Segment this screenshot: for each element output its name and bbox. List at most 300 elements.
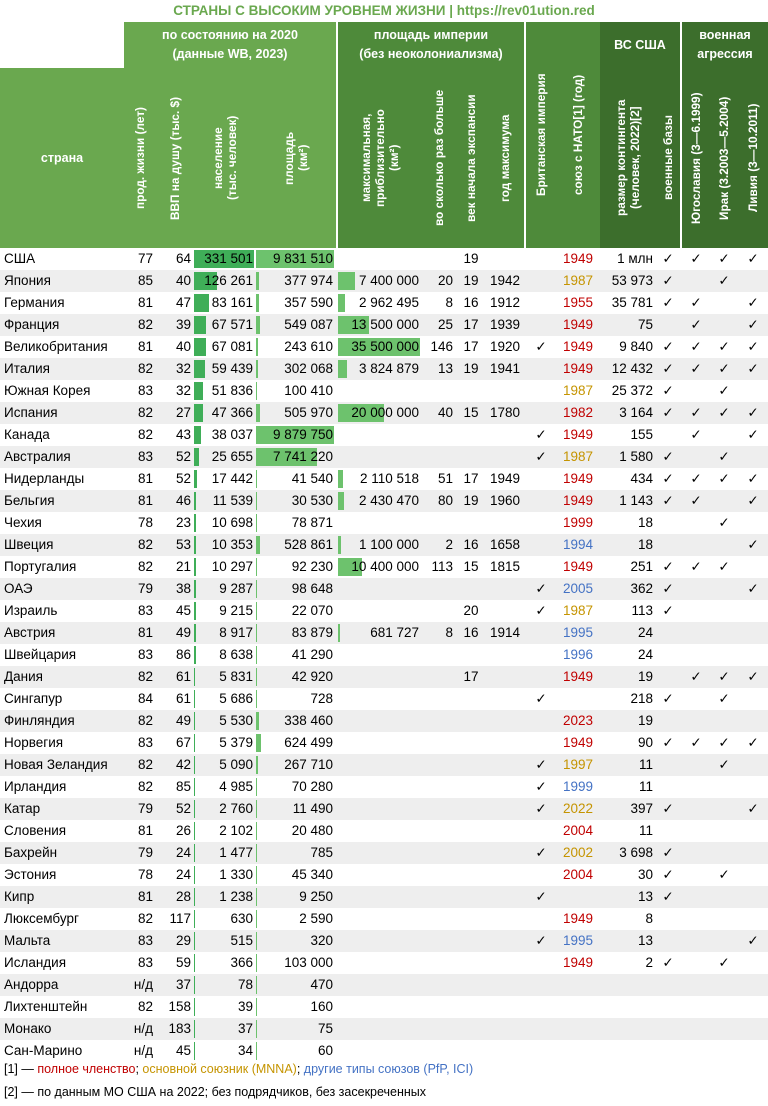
cell-libya — [738, 578, 768, 600]
cell-max — [338, 908, 422, 930]
cell-text-area: 41 540 — [291, 471, 333, 486]
cell-century — [456, 974, 486, 996]
cell-libya — [738, 864, 768, 886]
cell-year — [486, 314, 524, 336]
cell-century — [456, 886, 486, 908]
cell-text-nato: 1949 — [562, 427, 594, 442]
data-bar-pop — [194, 382, 203, 400]
cell-brit — [526, 886, 556, 908]
cell-century — [456, 380, 486, 402]
cell-yug — [682, 996, 710, 1018]
cell-bases — [656, 1040, 680, 1062]
cell-yug — [682, 666, 710, 688]
data-bar-area — [256, 778, 257, 796]
table-row — [0, 754, 768, 776]
cell-text-pop: 9 287 — [219, 581, 253, 596]
cell-troops — [600, 424, 656, 446]
column-header-life: прод. жизни (лет) — [124, 68, 156, 248]
cell-nato — [556, 446, 600, 468]
cell-year — [486, 864, 524, 886]
cell-text-area: 160 — [310, 999, 333, 1014]
cell-area — [256, 754, 336, 776]
cell-bases — [656, 820, 680, 842]
cell-libya — [738, 776, 768, 798]
cell-text-gdp: 183 — [168, 1021, 191, 1036]
cell-pop — [194, 358, 256, 380]
cell-libya — [738, 336, 768, 358]
cell-gdp — [156, 644, 194, 666]
cell-year — [486, 292, 524, 314]
cell-pop — [194, 820, 256, 842]
cell-text-area: 338 460 — [284, 713, 333, 728]
cell-area — [256, 402, 336, 424]
cell-max — [338, 600, 422, 622]
cell-area — [256, 842, 336, 864]
cell-gdp — [156, 468, 194, 490]
check-icon: ✓ — [662, 295, 674, 310]
cell-century — [456, 248, 486, 270]
check-icon: ✓ — [747, 295, 759, 310]
cell-yug — [682, 930, 710, 952]
cell-text-gdp: 27 — [175, 405, 191, 420]
table-row — [0, 336, 768, 358]
check-icon: ✓ — [662, 581, 674, 596]
cell-yug — [682, 952, 710, 974]
cell-gdp — [156, 732, 194, 754]
check-icon: ✓ — [718, 383, 730, 398]
cell-libya — [738, 1040, 768, 1062]
cell-pop — [194, 710, 256, 732]
cell-century — [456, 314, 486, 336]
cell-life — [124, 468, 156, 490]
footnotes — [4, 1058, 473, 1104]
cell-max — [338, 688, 422, 710]
cell-libya — [738, 314, 768, 336]
cell-troops — [600, 952, 656, 974]
cell-times — [422, 380, 456, 402]
cell-troops — [600, 754, 656, 776]
cell-text-max: 2 430 470 — [358, 493, 419, 508]
cell-libya — [738, 798, 768, 820]
cell-yug — [682, 358, 710, 380]
cell-life — [124, 292, 156, 314]
cell-brit — [526, 820, 556, 842]
check-icon: ✓ — [690, 361, 702, 376]
data-bar-pop — [194, 470, 197, 488]
cell-bases — [656, 402, 680, 424]
check-icon: ✓ — [535, 603, 547, 618]
cell-iraq — [710, 710, 738, 732]
cell-text-life: 84 — [137, 691, 153, 706]
table-header — [0, 22, 768, 248]
cell-text-life: 82 — [137, 713, 153, 728]
check-icon: ✓ — [747, 735, 759, 750]
cell-life — [124, 996, 156, 1018]
cell-troops — [600, 732, 656, 754]
cell-iraq — [710, 688, 738, 710]
cell-area — [256, 380, 336, 402]
cell-text-pop: 67 571 — [211, 317, 253, 332]
cell-life — [124, 424, 156, 446]
data-bar-pop — [194, 514, 196, 532]
cell-brit — [526, 402, 556, 424]
cell-troops — [600, 270, 656, 292]
cell-text-gdp: 61 — [175, 669, 191, 684]
cell-nato — [556, 732, 600, 754]
cell-country: Германия — [4, 295, 65, 310]
cell-gdp — [156, 248, 194, 270]
cell-text-area: 22 070 — [291, 603, 333, 618]
cell-libya — [738, 512, 768, 534]
cell-text-area: 2 590 — [299, 911, 333, 926]
cell-nato — [556, 534, 600, 556]
cell-max — [338, 776, 422, 798]
cell-max — [338, 842, 422, 864]
check-icon: ✓ — [535, 845, 547, 860]
table-row — [0, 402, 768, 424]
cell-max — [338, 886, 422, 908]
data-bar-area — [256, 712, 259, 730]
cell-gdp — [156, 1018, 194, 1040]
cell-text-pop: 5 090 — [219, 757, 253, 772]
cell-troops — [600, 446, 656, 468]
cell-text-life: 82 — [137, 361, 153, 376]
cell-max — [338, 974, 422, 996]
cell-max — [338, 710, 422, 732]
cell-times — [422, 512, 456, 534]
cell-yug — [682, 886, 710, 908]
cell-text-max: 13 500 000 — [351, 317, 419, 332]
cell-yug — [682, 490, 710, 512]
cell-text-life: 78 — [137, 867, 153, 882]
cell-times — [422, 600, 456, 622]
cell-max — [338, 864, 422, 886]
cell-year — [486, 952, 524, 974]
cell-text-year: 1658 — [489, 537, 521, 552]
cell-iraq — [710, 754, 738, 776]
cell-yug — [682, 644, 710, 666]
cell-libya — [738, 820, 768, 842]
cell-bases — [656, 248, 680, 270]
data-bar-pop — [194, 536, 196, 554]
cell-text-gdp: 45 — [175, 1043, 191, 1058]
cell-bases — [656, 666, 680, 688]
data-bar-area — [256, 602, 257, 620]
cell-life — [124, 358, 156, 380]
cell-text-nato: 1994 — [562, 537, 594, 552]
table-body — [0, 248, 768, 1062]
cell-text-century: 19 — [463, 361, 479, 376]
cell-times — [422, 732, 456, 754]
cell-gdp — [156, 270, 194, 292]
cell-text-nato: 1949 — [562, 317, 594, 332]
cell-pop — [194, 578, 256, 600]
cell-text-area: 92 230 — [291, 559, 333, 574]
cell-yug — [682, 578, 710, 600]
data-bar-max — [338, 360, 347, 378]
cell-text-nato: 1987 — [562, 603, 594, 618]
cell-country: Италия — [4, 361, 50, 376]
cell-times — [422, 930, 456, 952]
cell-area — [256, 600, 336, 622]
cell-year — [486, 358, 524, 380]
data-bar-pop — [194, 602, 196, 620]
cell-iraq — [710, 446, 738, 468]
data-bar-max — [338, 470, 343, 488]
cell-iraq — [710, 996, 738, 1018]
cell-troops — [600, 930, 656, 952]
cell-text-max: 10 400 000 — [351, 559, 419, 574]
cell-libya — [738, 996, 768, 1018]
cell-text-nato: 2004 — [562, 823, 594, 838]
cell-max — [338, 556, 422, 578]
cell-times — [422, 336, 456, 358]
check-icon: ✓ — [718, 559, 730, 574]
cell-max — [338, 754, 422, 776]
cell-life — [124, 380, 156, 402]
cell-brit — [526, 842, 556, 864]
data-bar-area — [256, 492, 257, 510]
cell-text-pop: 67 081 — [211, 339, 253, 354]
cell-area — [256, 930, 336, 952]
cell-area — [256, 886, 336, 908]
cell-text-century: 19 — [463, 273, 479, 288]
cell-text-nato: 1949 — [562, 361, 594, 376]
data-bar-pop — [194, 580, 196, 598]
cell-text-nato: 2023 — [562, 713, 594, 728]
cell-troops — [600, 292, 656, 314]
table-row — [0, 490, 768, 512]
cell-text-nato: 1955 — [562, 295, 594, 310]
cell-nato — [556, 248, 600, 270]
cell-nato — [556, 886, 600, 908]
cell-text-life: 83 — [137, 449, 153, 464]
cell-area — [256, 270, 336, 292]
cell-text-century: 17 — [463, 669, 479, 684]
cell-brit — [526, 930, 556, 952]
cell-life — [124, 314, 156, 336]
cell-yug — [682, 556, 710, 578]
cell-max — [338, 248, 422, 270]
data-bar-pop — [194, 998, 195, 1016]
data-bar-area — [256, 800, 257, 818]
check-icon: ✓ — [690, 405, 702, 420]
cell-max — [338, 578, 422, 600]
cell-text-troops: 19 — [637, 669, 653, 684]
table-row — [0, 732, 768, 754]
cell-century — [456, 710, 486, 732]
cell-text-pop: 5 831 — [219, 669, 253, 684]
cell-nato — [556, 292, 600, 314]
cell-libya — [738, 380, 768, 402]
cell-text-times: 80 — [437, 493, 453, 508]
cell-bases — [656, 798, 680, 820]
data-bar-area — [256, 932, 257, 950]
cell-times — [422, 292, 456, 314]
cell-text-life: 81 — [137, 295, 153, 310]
data-bar-area — [256, 910, 257, 928]
cell-text-century: 19 — [463, 251, 479, 266]
cell-text-nato: 2004 — [562, 867, 594, 882]
cell-text-times: 40 — [437, 405, 453, 420]
cell-country: Бахрейн — [4, 845, 58, 860]
cell-nato — [556, 402, 600, 424]
check-icon: ✓ — [747, 251, 759, 266]
cell-text-pop: 8 638 — [219, 647, 253, 662]
cell-century — [456, 798, 486, 820]
cell-troops — [600, 666, 656, 688]
cell-country: Словения — [4, 823, 67, 838]
cell-yug — [682, 248, 710, 270]
cell-year — [486, 732, 524, 754]
table-row — [0, 930, 768, 952]
cell-troops — [600, 490, 656, 512]
column-header-bases: военные базы — [656, 68, 680, 248]
cell-nato — [556, 754, 600, 776]
cell-century — [456, 842, 486, 864]
check-icon: ✓ — [662, 471, 674, 486]
cell-brit — [526, 864, 556, 886]
cell-text-area: 302 068 — [284, 361, 333, 376]
cell-century — [456, 402, 486, 424]
cell-nato — [556, 930, 600, 952]
cell-text-area: 470 — [310, 977, 333, 992]
cell-text-gdp: 38 — [175, 581, 191, 596]
cell-max — [338, 446, 422, 468]
cell-pop — [194, 424, 256, 446]
cell-text-century: 16 — [463, 625, 479, 640]
cell-text-gdp: 64 — [175, 251, 191, 266]
column-header-area: площадь (км²) — [256, 68, 336, 248]
cell-year — [486, 468, 524, 490]
cell-text-max: 2 110 518 — [359, 471, 419, 486]
check-icon: ✓ — [690, 427, 702, 442]
cell-brit — [526, 1040, 556, 1062]
cell-life — [124, 666, 156, 688]
cell-text-times: 25 — [437, 317, 453, 332]
cell-text-troops: 13 — [637, 889, 653, 904]
cell-yug — [682, 1018, 710, 1040]
cell-text-troops: 11 — [638, 779, 653, 794]
cell-gdp — [156, 446, 194, 468]
cell-country: Катар — [4, 801, 41, 816]
cell-year — [486, 380, 524, 402]
data-bar-area — [256, 954, 257, 972]
cell-area — [256, 864, 336, 886]
data-bar-area — [256, 668, 257, 686]
cell-bases — [656, 622, 680, 644]
cell-text-area: 728 — [310, 691, 333, 706]
cell-text-pop: 34 — [237, 1043, 253, 1058]
cell-text-gdp: 53 — [175, 537, 191, 552]
cell-year — [486, 402, 524, 424]
cell-text-gdp: 32 — [175, 383, 191, 398]
cell-brit — [526, 996, 556, 1018]
cell-iraq — [710, 248, 738, 270]
cell-brit — [526, 798, 556, 820]
check-icon: ✓ — [662, 493, 674, 508]
cell-text-life: 82 — [137, 427, 153, 442]
cell-pop — [194, 490, 256, 512]
cell-text-area: 60 — [317, 1043, 333, 1058]
cell-text-area: 320 — [310, 933, 333, 948]
cell-troops — [600, 710, 656, 732]
cell-nato — [556, 600, 600, 622]
cell-troops — [600, 886, 656, 908]
cell-text-life: 81 — [137, 493, 153, 508]
cell-nato — [556, 688, 600, 710]
check-icon: ✓ — [662, 449, 674, 464]
cell-libya — [738, 468, 768, 490]
cell-brit — [526, 578, 556, 600]
cell-text-gdp: 49 — [175, 713, 191, 728]
check-icon: ✓ — [690, 559, 702, 574]
cell-nato — [556, 908, 600, 930]
cell-text-troops: 8 — [645, 911, 653, 926]
cell-text-troops: 251 — [630, 559, 653, 574]
cell-yug — [682, 820, 710, 842]
cell-brit — [526, 292, 556, 314]
cell-max — [338, 270, 422, 292]
cell-text-year: 1780 — [489, 405, 521, 420]
cell-text-life: 79 — [137, 845, 153, 860]
cell-text-troops: 113 — [631, 603, 653, 618]
cell-year — [486, 908, 524, 930]
cell-troops — [600, 798, 656, 820]
cell-nato — [556, 1018, 600, 1040]
cell-bases — [656, 468, 680, 490]
column-header-gdp: ВВП на душу (тыс. $) — [156, 68, 194, 248]
cell-bases — [656, 600, 680, 622]
cell-gdp — [156, 600, 194, 622]
cell-life — [124, 556, 156, 578]
cell-gdp — [156, 908, 194, 930]
cell-yug — [682, 776, 710, 798]
cell-gdp — [156, 820, 194, 842]
table-row — [0, 270, 768, 292]
cell-text-max: 35 500 000 — [351, 339, 419, 354]
cell-life — [124, 842, 156, 864]
cell-text-area: 549 087 — [284, 317, 333, 332]
cell-country: Австрия — [4, 625, 56, 640]
cell-libya — [738, 270, 768, 292]
cell-text-life: 82 — [137, 537, 153, 552]
cell-iraq — [710, 798, 738, 820]
cell-text-century: 17 — [463, 317, 479, 332]
cell-iraq — [710, 380, 738, 402]
cell-year — [486, 1040, 524, 1062]
cell-country: Мальта — [4, 933, 51, 948]
check-icon: ✓ — [662, 273, 674, 288]
cell-libya — [738, 358, 768, 380]
data-bar-pop — [194, 668, 195, 686]
cell-text-gdp: 43 — [175, 427, 191, 442]
check-icon: ✓ — [747, 427, 759, 442]
cell-life — [124, 248, 156, 270]
cell-text-gdp: 21 — [175, 559, 191, 574]
table-row — [0, 446, 768, 468]
cell-bases — [656, 270, 680, 292]
cell-gdp — [156, 512, 194, 534]
check-icon: ✓ — [662, 361, 674, 376]
cell-text-times: 2 — [445, 537, 453, 552]
cell-text-nato: 1982 — [562, 405, 594, 420]
cell-gdp — [156, 534, 194, 556]
cell-bases — [656, 952, 680, 974]
cell-brit — [526, 424, 556, 446]
cell-text-pop: 38 037 — [211, 427, 253, 442]
cell-country: Норвегия — [4, 735, 64, 750]
